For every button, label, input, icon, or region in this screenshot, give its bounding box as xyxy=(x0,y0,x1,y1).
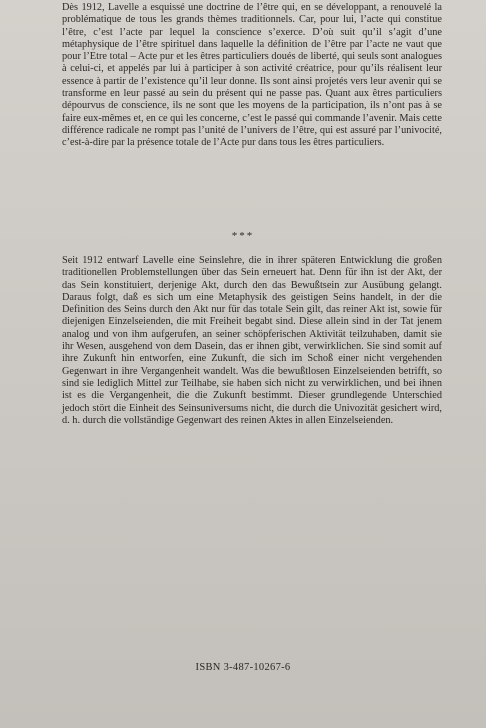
isbn-number: ISBN 3-487-10267-6 xyxy=(195,662,291,673)
section-separator: *** xyxy=(231,230,255,242)
french-blurb-paragraph: Dès 1912, Lavelle a esquissé une doctrine de l’être qui, en se développant, a renouvelé la problématique de tous les grands thèmes traditionnels. Car, pour lui, l’acte qui constitue l’être, c’est l’acte par lequel la conscience s’exerce. D’où suit qu’il s’agit d’une métaphysique de l’être spirituel dans laquelle la définition de l’être par l’acte ne vaut que pour l’Etre total – Acte pur et les êtres particuliers doués de liberté, qui seuls sont analogues à celui-ci, et appelés par lui à participer à son activité créatrice, pour qu’ils réalisent leur essence à partir de l’existence qu’il leur donne. Ils sont ainsi projetés vers leur avenir qui se transforme en leur passé au sein du présent qui ne passe pas. Quant aux êtres particuliers dépourvus de conscience, ils ne sont que les moyens de la participation, ils n’ont pas à se faire eux-mêmes et, en ce qui les concerne, c’est le passé qui commande l’avenir. Mais cette différence radicale ne rompt pas l’unité de l’univers de l’être, qui est assuré par l’univocité, c’est-à-dire par la présence totale de l’Acte pur dans tous les êtres particuliers. xyxy=(62,2,442,149)
german-blurb-paragraph: Seit 1912 entwarf Lavelle eine Seinslehre, die in ihrer späteren Entwicklung die großen traditionellen Problemstellungen über das Sein erneuert hat. Denn für ihn ist der Akt, der das Sein konstituiert, derjenige Akt, durch den das Bewußtsein zur Ausübung gelangt. Daraus folgt, daß es sich um eine Metaphysik des geistigen Seins handelt, in der die Definition des Seins durch den Akt nur für das totale Sein gilt, das reiner Akt ist, sowie für diejenigen Einzelseienden, die mit Freiheit begabt sind. Diese allein sind in der Tat jenem analog und von ihm aufgerufen, an seiner schöpferischen Aktivität teilzuhaben, damit sie ihr Wesen, ausgehend von dem Dasein, das er ihnen gibt, verwirklichen. Sie sind somit auf ihre Zukunft hin entworfen, eine Zukunft, die sich im Schoß einer nicht vergehenden Gegenwart in ihre Vergangenheit wandelt. Was die bewußtlosen Einzelseienden betrifft, so sind sie lediglich Mittel zur Teilhabe, sie haben sich nicht zu verwirklichen, und bei ihnen ist es die Vergangenheit, die die Zukunft bestimmt. Dieser grundlegende Unterschied jedoch stört die Einheit des Seinsuniversums nicht, die durch die Univozität gesichert wird, d. h. durch die vollständige Gegenwart des reinen Aktes in allen Einzelseienden. xyxy=(62,255,442,426)
